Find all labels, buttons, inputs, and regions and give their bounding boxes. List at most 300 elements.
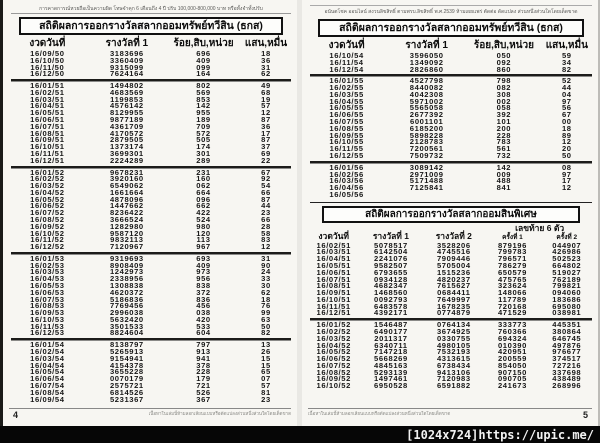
number-cell: 967 (196, 242, 211, 252)
number-cell: 54 (261, 181, 271, 191)
draw-date-cell: 16/06/53 (30, 287, 65, 297)
draw-date-cell: 16/04/52 (316, 340, 351, 350)
number-cell: 090705 (497, 374, 527, 384)
number-cell: 050 (496, 51, 512, 60)
number-cell: 7200561 (409, 144, 444, 154)
number-cell: 420951 (497, 347, 527, 357)
number-cell: 709 (196, 121, 211, 131)
number-cell: 2879505 (109, 135, 144, 145)
draw-date-cell: 16/02/54 (30, 347, 65, 357)
number-cell: 1515236 (436, 267, 471, 277)
number-cell: 56 (561, 103, 572, 113)
number-cell: 378 (196, 360, 211, 370)
number-cell: 0934128 (374, 274, 408, 284)
table-title-right (318, 19, 584, 37)
draw-date-cell: 16/11/51 (316, 301, 351, 311)
draw-date-cell: 16/04/55 (329, 96, 364, 106)
number-cell: 58 (261, 228, 271, 238)
draw-date-cell: 16/10/52 (316, 381, 351, 391)
tail6-label: เลขท้าย 6 ตัว (515, 222, 565, 233)
tail6-sub-2: ครั้งที่ 2 (556, 233, 578, 241)
top-disclaimer-right: อนันตโชค ออนไลน์ สงวนลิขสิทธิ์ ตามพรบ.ลิขสิทธิ์ พ.ศ.2539 ห้ามเผยแพร่ ตัดต่อ ดัดแปลง ส่วนหนึ่งส่วนใดโดยเด็ดขาด (310, 5, 592, 16)
number-cell: 099 (196, 62, 211, 72)
number-cell: 2996038 (109, 308, 144, 318)
draw-date-cell: 16/03/51 (30, 94, 65, 104)
number-cell: 6814526 (109, 387, 144, 397)
number-cell: 9582507 (374, 260, 408, 270)
draw-date-cell: 16/08/51 (30, 128, 65, 138)
number-cell: 30 (261, 281, 271, 290)
draw-date-cell: 16/07/52 (316, 360, 351, 370)
number-cell: 471529 (497, 308, 527, 318)
draw-date-cell: 16/02/56 (329, 169, 364, 179)
number-cell: 301 (196, 148, 211, 158)
number-cell: 68 (261, 87, 271, 97)
number-cell: 7532193 (436, 347, 471, 357)
number-cell: 6340711 (374, 340, 408, 350)
number-cell: 59 (561, 51, 572, 60)
number-cell: 533 (196, 321, 211, 331)
number-cell: 99 (261, 308, 271, 318)
number-cell: 20 (561, 144, 572, 154)
page-number-left: 4 (13, 410, 19, 420)
number-cell: 6185200 (409, 123, 444, 133)
number-cell: 5265913 (109, 347, 144, 357)
number-cell: 497876 (552, 340, 582, 350)
number-cell: 720168 (497, 301, 527, 311)
number-cell: 5293139 (374, 367, 408, 377)
draw-date-cell: 16/10/51 (30, 142, 65, 152)
number-cell: 9877189 (109, 115, 144, 125)
draw-date-cell: 16/08/53 (30, 301, 65, 311)
number-cell: 87 (261, 135, 271, 145)
draw-date-cell: 16/01/54 (30, 340, 65, 350)
number-cell: 7909446 (436, 254, 471, 264)
number-cell: 65 (261, 367, 271, 377)
draw-date-cell: 16/03/53 (30, 267, 65, 277)
draw-date-cell: 16/01/52 (316, 320, 351, 330)
draw-date-cell: 16/12/50 (30, 69, 65, 79)
top-disclaimer-left: การคาดการณ์หวยถือเป็นความผิด โทษจำคุก 6 เดือนถึง 4 ปี ปรับ 100,000-800,000 บาท หรือทั้งจำทั้งปรับ (11, 5, 291, 14)
number-cell: 12 (261, 242, 271, 252)
number-cell: 1282980 (109, 221, 144, 231)
number-cell: 3528206 (436, 240, 471, 250)
draw-date-cell: 16/11/52 (30, 235, 65, 245)
table-row (308, 310, 594, 317)
number-cell: 07 (261, 374, 271, 384)
draw-date-cell: 16/10/54 (329, 51, 364, 60)
draw-date-cell: 16/12/54 (329, 64, 364, 74)
number-cell: 148066 (497, 288, 527, 298)
number-cell: 24 (261, 267, 271, 277)
number-cell: 17 (261, 128, 271, 138)
page-footer-right (308, 408, 592, 420)
draw-date-cell: 16/11/53 (30, 321, 65, 331)
column-header-date: งวดวันที่ (29, 38, 66, 49)
number-cell: 980 (196, 221, 211, 231)
draw-date-cell: 16/03/51 (316, 247, 351, 257)
number-cell: 662 (196, 201, 211, 211)
number-cell: 8908409 (109, 260, 144, 270)
draw-date-cell: 16/11/51 (30, 148, 65, 158)
number-cell: 200 (496, 123, 512, 133)
number-cell: 456 (196, 301, 211, 311)
number-cell: 0764134 (436, 320, 471, 330)
column-header-last3: ร้อย,สิบ,หน่วย (473, 40, 534, 51)
number-cell: 1494802 (109, 81, 144, 91)
number-cell: 4845163 (374, 360, 408, 370)
number-cell: 082 (496, 83, 512, 93)
number-cell: 5078517 (374, 240, 408, 250)
draw-date-cell: 16/04/52 (30, 187, 65, 197)
draw-date-cell: 16/06/52 (30, 201, 65, 211)
number-cell: 798 (496, 76, 512, 86)
table-row (9, 71, 293, 78)
page-left (3, 0, 297, 426)
draw-date-cell: 16/04/56 (329, 183, 364, 193)
number-cell: 1661664 (109, 187, 144, 197)
number-cell: 6490177 (374, 327, 408, 336)
number-cell: 3596050 (409, 51, 444, 60)
number-cell: 67 (261, 167, 271, 177)
draw-date-cell: 16/09/51 (30, 135, 65, 145)
number-cell: 200559 (497, 354, 527, 364)
draw-date-cell: 16/12/52 (30, 242, 65, 252)
number-cell: 1546487 (374, 320, 408, 330)
number-cell: 727216 (552, 360, 582, 370)
number-cell: 1468560 (374, 288, 408, 298)
draw-date-cell: 16/12/51 (30, 155, 65, 165)
number-cell: 323624 (497, 281, 527, 291)
draw-date-cell: 16/05/56 (329, 189, 364, 199)
number-cell: 22 (261, 155, 271, 165)
watermark-text: [1024x724]https://upic.me/ (406, 427, 594, 442)
number-cell: 57 (261, 380, 271, 390)
number-cell: 693 (196, 253, 211, 263)
number-cell: 164 (196, 69, 211, 79)
number-cell: 1678235 (436, 301, 471, 311)
number-cell (468, 192, 540, 199)
number-cell: 058 (496, 103, 512, 113)
number-cell: 694324 (497, 333, 527, 343)
number-cell: 9678231 (109, 167, 144, 177)
number-cell: 12 (561, 183, 572, 193)
page-footer-left (9, 408, 291, 420)
number-cell: 762189 (552, 274, 582, 284)
number-cell: 33 (261, 274, 271, 284)
number-cell: 913 (196, 347, 211, 357)
number-cell: 5668269 (374, 354, 408, 364)
number-cell: 1242973 (109, 267, 144, 277)
number-cell: 010390 (497, 340, 527, 350)
number-cell: 7649997 (436, 294, 471, 304)
number-cell: 572 (196, 128, 211, 138)
number-cell: 696 (196, 49, 211, 58)
number-cell: 228 (496, 130, 512, 140)
table-title-right-text: สถิติผลการออกรางวัลสลากออมทรัพย์ทวีสิน (ธกส) (339, 22, 563, 34)
number-cell: 2575721 (109, 380, 144, 390)
draw-date-cell: 16/08/52 (30, 214, 65, 224)
draw-date-cell: 16/02/51 (316, 240, 351, 250)
number-cell: 2338956 (109, 274, 144, 284)
page-right (302, 0, 598, 426)
number-cell: 664802 (552, 260, 582, 270)
number-cell: 841 (496, 183, 512, 193)
number-cell: 374517 (552, 354, 582, 364)
number-cell: 82 (261, 328, 271, 338)
number-cell: 4361709 (109, 121, 144, 131)
number-cell: 89 (561, 130, 572, 140)
number-cell: 7509732 (409, 150, 444, 160)
number-cell: 879196 (497, 240, 527, 250)
number-cell: 87 (261, 115, 271, 125)
draw-date-cell: 16/04/51 (316, 254, 351, 264)
draw-date-cell: 16/05/54 (30, 367, 65, 377)
number-cell: 62 (261, 69, 271, 79)
number-cell: 62 (261, 287, 271, 297)
number-cell: 475765 (497, 274, 527, 284)
number-cell: 4745516 (436, 247, 471, 257)
number-cell: 97 (561, 96, 572, 106)
draw-date-cell: 16/11/54 (329, 57, 364, 67)
number-cell: 786279 (497, 260, 527, 270)
number-cell: 6549062 (109, 181, 144, 191)
number-cell: 333773 (497, 320, 527, 330)
draw-date-cell: 16/03/52 (316, 333, 351, 343)
number-cell: 5898228 (409, 130, 444, 140)
draw-date-cell: 16/10/52 (30, 228, 65, 238)
number-cell: 1373174 (109, 142, 144, 152)
number-cell: 646745 (552, 333, 582, 343)
number-cell: 4170572 (109, 128, 144, 138)
number-cell: 23 (261, 394, 271, 404)
draw-date-cell: 16/07/53 (30, 294, 65, 304)
number-cell: 15 (261, 360, 271, 370)
number-cell (540, 192, 594, 199)
number-cell: 241673 (497, 381, 527, 391)
number-cell: 120 (196, 228, 211, 238)
number-cell: 08 (561, 162, 572, 172)
number-cell: 8129955 (109, 108, 144, 118)
draw-date-cell: 16/04/54 (30, 360, 65, 370)
number-cell: 561 (496, 144, 512, 154)
draw-date-cell: 16/01/51 (30, 81, 65, 91)
number-cell: 174 (196, 142, 211, 152)
number-cell: 569 (196, 87, 211, 97)
number-cell (385, 192, 468, 199)
number-cell: 799783 (497, 247, 527, 257)
number-cell: 973 (196, 267, 211, 277)
number-cell: 183686 (552, 294, 582, 304)
draw-date-cell: 16/01/56 (329, 162, 364, 172)
number-cell: 002 (496, 96, 512, 106)
draw-date-cell: 16/05/51 (316, 260, 351, 270)
draw-date-cell: 16/10/50 (30, 55, 65, 65)
draw-date-cell: 16/04/51 (30, 101, 65, 111)
number-cell: 7125841 (409, 183, 444, 193)
column-header-prize2: รางวัลที่ 2 (435, 230, 472, 241)
number-cell: 13 (261, 340, 271, 350)
number-cell: 009 (496, 169, 512, 179)
draw-date-cell: 16/08/55 (329, 123, 364, 133)
draw-date-cell: 16/07/51 (30, 121, 65, 131)
number-cell: 044907 (552, 240, 582, 250)
number-cell: 142 (196, 101, 211, 111)
number-cell: 3655228 (109, 367, 144, 377)
draw-date-cell: 16/02/51 (30, 87, 65, 97)
draw-date-cell: 16/06/54 (30, 374, 65, 384)
number-cell: 802 (196, 81, 211, 91)
column-header-last3: ร้อย,สิบ,หน่วย (173, 38, 234, 49)
draw-date-cell: 16/09/55 (329, 130, 364, 140)
number-cell: 36 (261, 55, 271, 65)
draw-date-cell: 16/08/54 (30, 387, 65, 397)
draw-date-cell: 16/10/55 (329, 137, 364, 147)
number-cell: 19 (261, 94, 271, 104)
number-cell: 34 (561, 57, 572, 67)
number-cell: 9413106 (436, 367, 471, 377)
number-cell: 4154378 (109, 360, 144, 370)
number-cell: 3089142 (409, 162, 444, 172)
column-header-tail6 (485, 224, 594, 242)
draw-date-cell: 16/02/52 (30, 174, 65, 184)
table-row (308, 64, 594, 74)
number-cell: 9154941 (109, 353, 144, 363)
number-cell: 2826860 (409, 64, 444, 74)
draw-date-cell: 16/05/53 (30, 281, 65, 290)
draw-date-cell: 16/09/50 (30, 49, 65, 58)
number-cell: 956 (196, 274, 211, 284)
number-cell: 66 (261, 214, 271, 224)
number-cell: 0092793 (374, 294, 408, 304)
number-cell: 92 (261, 174, 271, 184)
draw-date-cell: 16/03/52 (30, 181, 65, 191)
column-header-date: งวดวันที่ (318, 230, 350, 241)
draw-date-cell: 16/01/52 (30, 167, 65, 177)
number-cell: 3501533 (109, 321, 144, 331)
draw-date-cell: 16/02/55 (329, 83, 364, 93)
number-cell: 142 (496, 162, 512, 172)
number-cell: 0330755 (436, 333, 471, 343)
number-cell: 76 (261, 301, 271, 311)
number-cell: 6483578 (374, 301, 408, 311)
results-table-right-bottom (308, 240, 594, 391)
number-cell: 3920160 (109, 174, 144, 184)
number-cell: 6591882 (436, 381, 471, 391)
number-cell: 12 (561, 137, 572, 147)
number-cell: 853 (196, 94, 211, 104)
section-divider (310, 202, 592, 203)
number-cell: 1199853 (110, 94, 144, 104)
number-cell: 3666524 (109, 214, 144, 224)
number-cell: 82 (561, 64, 572, 74)
table-row (308, 150, 594, 160)
table-row (9, 330, 293, 337)
draw-date-cell: 16/02/53 (30, 260, 65, 270)
number-cell: 955 (196, 108, 211, 118)
draw-date-cell: 16/09/53 (30, 308, 65, 318)
number-cell: 695080 (552, 301, 582, 311)
number-cell: 3699301 (109, 148, 144, 158)
number-cell: 7624164 (109, 69, 144, 79)
number-cell: 4527798 (409, 76, 444, 86)
number-cell: 7147218 (374, 347, 408, 357)
number-cell: 094060 (552, 288, 582, 298)
draw-date-cell: 16/02/52 (316, 327, 351, 336)
number-cell: 18 (261, 294, 271, 304)
number-cell: 4820237 (436, 274, 471, 284)
number-cell: 5632420 (109, 314, 144, 324)
number-cell: 160 (196, 174, 211, 184)
number-cell: 8440082 (409, 83, 444, 93)
number-cell: 4878096 (109, 194, 144, 204)
number-cell: 3183696 (109, 49, 144, 58)
number-cell: 650579 (497, 267, 527, 277)
number-cell: 12 (261, 108, 271, 118)
draw-date-cell: 16/07/54 (30, 380, 65, 390)
column-headers-table2 (308, 224, 594, 242)
number-cell: 838 (196, 281, 211, 290)
number-cell: 6793655 (374, 267, 408, 277)
draw-date-cell: 16/03/55 (329, 89, 364, 99)
number-cell: 81 (261, 387, 271, 397)
number-cell: 17 (561, 176, 572, 186)
number-cell: 392 (496, 110, 512, 120)
column-header-first2: แสน,หมื่น (244, 38, 288, 49)
number-cell: 854050 (497, 360, 527, 370)
number-cell: 9315099 (109, 62, 144, 72)
number-cell: 9319693 (109, 253, 144, 263)
number-cell: 038 (196, 308, 211, 318)
table-row (9, 394, 293, 404)
number-cell: 4980105 (436, 340, 471, 350)
draw-date-cell: 16/08/52 (316, 367, 351, 377)
number-cell: 488 (496, 176, 512, 186)
number-cell: 7120983 (436, 374, 471, 384)
draw-date-cell: 16/06/51 (316, 267, 351, 277)
number-cell: 289 (196, 155, 211, 165)
table2-title (322, 206, 580, 223)
number-cell: 4682347 (374, 281, 408, 291)
number-cell: 0774879 (436, 308, 471, 318)
results-table-right-top (308, 53, 594, 199)
number-cell: 604 (196, 328, 211, 338)
table2-title-text: สถิติผลการออกรางวัลสลากออมสินพิเศษ (365, 208, 537, 220)
number-cell: 1349092 (409, 57, 444, 67)
number-cell: 092 (496, 57, 512, 67)
number-cell: 50 (561, 150, 572, 160)
draw-date-cell: 16/09/54 (30, 394, 65, 404)
table-title-left-text: สถิติผลการออกรางวัลสลากออมทรัพย์ทวีสิน (ธกส) (39, 20, 263, 32)
results-table-left (9, 49, 293, 404)
number-cell: 796571 (497, 254, 527, 264)
number-cell: 2241076 (374, 254, 408, 264)
number-cell: 1497461 (374, 374, 408, 384)
draw-date-cell: 16/01/55 (329, 76, 364, 86)
number-cell: 63 (261, 314, 271, 324)
number-cell: 062 (196, 181, 211, 191)
draw-date-cell: 16/03/56 (329, 176, 364, 186)
draw-date-cell: 16/12/51 (316, 308, 351, 318)
number-cell: 6001101 (410, 117, 444, 127)
number-cell: 5186836 (109, 294, 144, 304)
number-cell: 4042308 (409, 89, 444, 99)
number-cell: 4620372 (109, 287, 144, 297)
number-cell: 4683569 (109, 87, 144, 97)
number-cell: 502523 (552, 254, 582, 264)
number-cell: 228 (196, 367, 211, 377)
draw-date-cell: 16/06/51 (30, 115, 65, 125)
